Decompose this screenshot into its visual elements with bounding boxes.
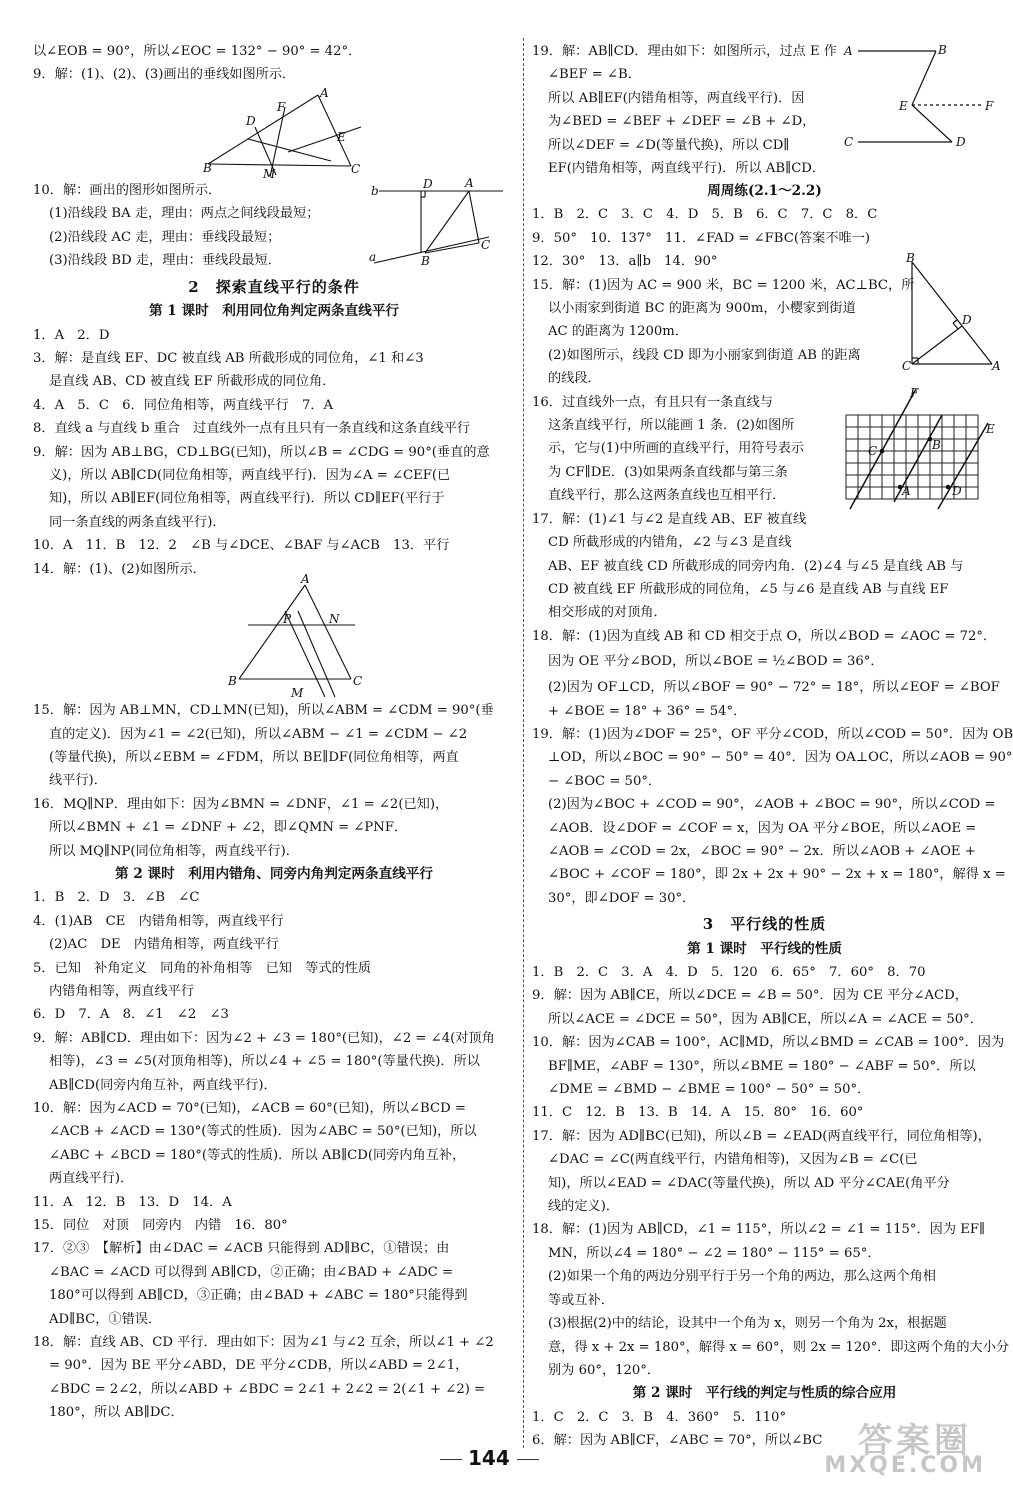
answer-line: 因为 OE 平分∠BOD，所以∠BOE = ½∠BOD = 36°． (548, 654, 884, 670)
svg-text:M: M (291, 686, 304, 701)
answer-line: 4．(1)AB CE 内错角相等，两直线平行 (33, 913, 284, 929)
answer-line: AD∥BC，①错误． (49, 1311, 162, 1327)
svg-text:A: A (844, 44, 853, 58)
answer-line: 17．②③ 【解析】由∠DAC = ∠ACB 只能得到 AD∥BC，①错误；由 (33, 1241, 450, 1257)
svg-text:B: B (421, 253, 430, 268)
svg-text:A: A (320, 85, 329, 100)
answer-line: 18．解：(1)因为直线 AB 和 CD 相交于点 O，所以∠BOD = ∠AOC = 72°． (532, 628, 997, 644)
figure-shortest-path (33, 175, 515, 273)
answer-line: 所以 AB∥EF(内错角相等，两直线平行)．因 (548, 90, 805, 106)
answer-line: MN，所以∠4 = 180° − ∠2 = 180° − 115° = 65°． (548, 1245, 881, 1261)
column-divider (523, 38, 524, 1448)
svg-text:D: D (962, 312, 972, 327)
right-column (532, 40, 1013, 1453)
answer-line: 19．解：AB∥CD．理由如下：如图所示，过点 E 作 (532, 44, 837, 59)
answer-line: 180°可以得到 AB∥CD，③正确；由∠BAD + ∠ABC = 180°只能得到 (49, 1288, 468, 1304)
answer-line: 示，它与(1)中所画的直线平行，用符号表示 (548, 441, 805, 457)
answer-line: 18．解：直线 AB、CD 平行．理由如下：因为∠1 与∠2 互余，所以∠1 + ∠2 (33, 1335, 494, 1351)
answer-line: 内错角相等，两直线平行 (49, 983, 195, 999)
svg-text:A: A (301, 572, 310, 587)
answer-line: 线平行)． (49, 773, 107, 789)
answer-line: 所以∠BMN + ∠1 = ∠DNF + ∠2，即∠QMN = ∠PNF． (49, 820, 408, 836)
answer-line: 8．直线 a 与直线 b 重合 过直线外一点有且只有一条直线和这条直线平行 (33, 421, 471, 437)
answer-line: 以小雨家到街道 BC 的距离为 900m，小樱家到街道 (548, 301, 856, 317)
answer-line: 10．解：因为∠CAB = 100°，AC∥MD，所以∠BMD = ∠CAB = 100°．因为 (532, 1035, 1005, 1051)
left-column (33, 40, 515, 1425)
answer-line: 6．解：因为 AB∥CF，∠ABC = 70°，所以∠BC (532, 1433, 823, 1449)
answer-line: BF∥ME，∠ABF = 130°，所以∠BME = 180° − ∠ABF = 50°．所以 (548, 1058, 976, 1074)
answer-line: ∠AOB．设∠DOF = ∠COF = x，因为 OA 平分∠BOE，所以∠AOE = (548, 820, 977, 836)
answer-line: (2)AC DE 内错角相等，两直线平行 (49, 937, 279, 953)
svg-text:A: A (992, 358, 1001, 373)
answer-line: 11．C 12．B 13．B 14．A 15．80° 16．60° (532, 1105, 864, 1121)
answer-line: 所以∠ACE = ∠DCE = 50°，因为 AB∥CE，所以∠A = ∠ACE = 50°． (548, 1011, 983, 1027)
answer-line: ⊥OD，所以∠BOC = 90° − 50° = 40°．因为 OA⊥OC，所以∠AOB = 90° (548, 750, 1013, 766)
answer-line: (2)沿线段 AC 走，理由：垂线段最短； (49, 229, 281, 245)
answer-line: 17．解：因为 AD∥BC(已知)，所以∠B = ∠EAD(两直线平行，同位角相等)， (532, 1128, 991, 1144)
svg-text:B: B (906, 250, 915, 265)
answer-line: 19．解：(1)因为∠DOF = 25°，OF 平分∠COD，所以∠COD = 50°．因为 OB (532, 726, 1013, 742)
answer-line: 11．A 12．B 13．D 14．A (33, 1194, 232, 1210)
answer-line: 以∠EOB = 90°，所以∠EOC = 132° − 90° = 42°． (33, 44, 362, 59)
answer-line: 线的定义)． (548, 1199, 620, 1215)
answer-line: (2)如图所示，线段 CD 即为小丽家到街道 AB 的距离 (548, 347, 861, 363)
answer-line: ∠ABC + ∠BCD = 180°(等式的性质)．所以 AB∥CD(同旁内角互补， (49, 1147, 466, 1163)
svg-text:F: F (277, 99, 286, 114)
answer-line: 相交形成的对顶角． (548, 605, 667, 621)
answer-line: 1．C 2．C 3．B 4．360° 5．110° (532, 1409, 787, 1425)
answer-line: 等或互补． (548, 1292, 614, 1308)
answer-line: 直的定义)．因为∠1 = ∠2(已知)，所以∠ABM − ∠1 = ∠CDM − ∠2 (49, 726, 468, 742)
answer-line: ∠DAC = ∠C(两直线平行，内错角相等)，又因为∠B = ∠C(已 (548, 1152, 918, 1168)
answer-line: (2)因为 OF⊥CD，所以∠BOF = 90° − 72° = 18°，所以∠EOF = ∠BOF (548, 680, 1000, 696)
svg-text:C: C (353, 674, 363, 689)
figure-triangle-parallels (33, 572, 515, 701)
answer-line: 3．解：是直线 EF、DC 被直线 AB 所截形成的同位角，∠1 和∠3 (33, 351, 424, 367)
answer-line: 9．解：因为 AB∥CE，所以∠DCE = ∠B = 50°．因为 CE 平分∠ACD， (532, 988, 968, 1004)
answer-16-block (532, 385, 997, 555)
answer-line: AB、EF 被直线 CD 所截形成的同旁内角．(2)∠4 与∠5 是直线 AB 与 (548, 558, 964, 574)
page-number: 144 (468, 1446, 510, 1470)
answer-line: 所以∠DEF = ∠D(等量代换)，所以 CD∥ (548, 137, 790, 153)
answer-19-block (532, 40, 997, 182)
weekly-heading: 周周练(2.1～2.2) (707, 183, 822, 199)
answer-line: + ∠BOE = 18° + 36° = 54°． (548, 703, 747, 719)
svg-text:F: F (910, 385, 919, 400)
answer-line: 是直线 AB、CD 被直线 EF 所截形成的同位角． (49, 374, 336, 390)
answer-line: ∠BOC + ∠COF = 180°，即 2x + 2x + 90° − 2x + x = 180°，解得 x = (548, 867, 1006, 883)
svg-text:F: F (985, 99, 994, 113)
answer-line: 1．B 2．C 3．A 4．D 5．120 6．65° 7．60° 8．70 (532, 965, 926, 980)
answer-line: AB∥CD(同旁内角互补，两直线平行)． (49, 1077, 277, 1093)
lesson-heading: 第 2 课时 利用内错角、同旁内角判定两条直线平行 (115, 865, 433, 882)
watermark-logo (770, 1413, 990, 1481)
answer-line: (3)沿线段 BD 走，理由：垂线段最短． (49, 253, 281, 269)
answer-line: 10．解：画出的图形如图所示． (33, 182, 222, 198)
answer-line: (2)如果一个角的两边分别平行于另一个角的两边，那么这两个角相 (548, 1269, 936, 1285)
svg-text:C: C (902, 358, 912, 373)
lesson-heading: 第 1 课时 平行线的性质 (687, 940, 842, 957)
answer-line: 30°，即∠DOF = 30°． (548, 890, 696, 906)
watermark-url: MXQE.COM (824, 1453, 986, 1478)
section-heading: 3 平行线的性质 (702, 915, 827, 934)
answer-line: 9．解：因为 AB⊥BG，CD⊥BG(已知)，所以∠B = ∠CDG = 90°(垂直的意 (33, 444, 490, 460)
answer-line: 义)，所以 AB∥CD(同位角相等，两直线平行)．因为∠A = ∠CEF(已 (49, 468, 451, 484)
answer-line: 所以 MQ∥NP(同位角相等，两直线平行)． (49, 843, 299, 859)
answer-line: 的线段． (548, 371, 601, 387)
svg-text:B: B (203, 160, 212, 175)
answer-line: 知)，所以 AB∥EF(同位角相等，两直线平行)．所以 CD∥EF(平行于 (49, 491, 445, 507)
svg-text:C: C (868, 443, 878, 458)
lesson-heading: 第 1 课时 利用同位角判定两条直线平行 (148, 303, 400, 320)
answer-line: 为∠BED = ∠BEF + ∠DEF = ∠B + ∠D， (548, 114, 816, 130)
answer-line: 9．解：(1)、(2)、(3)画出的垂线如图所示． (33, 67, 296, 83)
svg-text:P: P (283, 612, 292, 627)
svg-text:D: D (246, 113, 256, 128)
answer-line: ∠AOB = ∠COD = 2x，∠BOC = 90° − 2x．所以∠AOB + ∠AOE + (548, 843, 976, 859)
answer-line: CD 被直线 EF 所截形成的同位角，∠5 与∠6 是直线 AB 与直线 EF (548, 581, 949, 597)
answer-line: 16．MQ∥NP．理由如下：因为∠BMN = ∠DNF，∠1 = ∠2(已知)， (33, 796, 449, 812)
svg-text:C: C (351, 161, 361, 176)
answer-line: 为 CF∥DE．(3)如果两条直线都与第三条 (548, 464, 788, 480)
answer-line: (3)根据(2)中的结论，设其中一个角为 x，则另一个角为 2x，根据题 (548, 1316, 947, 1332)
answer-line: = 90°．因为 BE 平分∠ABD，DE 平分∠CDB，所以∠ABD = 2∠1， (49, 1358, 469, 1374)
svg-text:C: C (844, 135, 854, 149)
answer-line: 5．已知 补角定义 同角的补角相等 已知 等式的性质 (33, 960, 372, 976)
answer-line: ∠DME = ∠BMD − ∠BME = 100° − 50° = 50°． (548, 1082, 871, 1098)
svg-text:D: D (956, 135, 966, 149)
svg-text:E: E (986, 421, 995, 436)
answer-line: 18．解：(1)因为 AB∥CD，∠1 = 115°，所以∠2 = ∠1 = 115°．因为 EF∥ (532, 1222, 986, 1238)
answer-line: 9．50° 10．137° 11．∠FAD = ∠FBC(答案不唯一) (532, 230, 871, 246)
answer-line: 9．解：AB∥CD．理由如下：因为∠2 + ∠3 = 180°(已知)，∠2 = ∠4(对顶角 (33, 1030, 495, 1046)
lesson-heading: 第 2 课时 平行线的判定与性质的综合应用 (632, 1385, 897, 1402)
answer-line: (1)沿线段 BA 走，理由：两点之间线段最短； (49, 206, 320, 222)
svg-text:N: N (329, 612, 340, 627)
answer-line: 15．解：(1)因为 AC = 900 米，BC = 1200 米，AC⊥BC，所 (532, 277, 915, 293)
svg-text:M: M (263, 166, 276, 181)
svg-text:B: B (932, 437, 941, 452)
answer-line: 直线平行，那么这两条直线也互相平行． (548, 488, 786, 504)
answer-line: 14．解：(1)、(2)如图所示． (33, 561, 206, 577)
answer-line: 180°，所以 AB∥DC． (49, 1405, 184, 1421)
svg-text:B: B (938, 43, 947, 57)
svg-text:E: E (337, 129, 346, 144)
svg-text:E: E (899, 99, 908, 113)
answer-line: (2)因为∠BOC + ∠COD = 90°，∠AOB + ∠BOC = 90°，所以∠COD = (548, 797, 996, 813)
answer-line: EF(内错角相等，两直线平行)．所以 AB∥CD． (548, 161, 826, 177)
svg-text:D: D (952, 483, 962, 498)
answer-line: − ∠BOC = 50°． (548, 773, 662, 789)
answer-line: 16．过直线外一点，有且只有一条直线与 (532, 394, 773, 410)
answer-line: 1．A 2．D (33, 327, 110, 343)
page-number-rule-right (517, 1459, 539, 1460)
answer-line: 12．30° 13．a∥b 14．90° (532, 254, 718, 270)
answer-line: 两直线平行)． (49, 1171, 134, 1187)
answer-line: 1．B 2．D 3．∠B ∠C (33, 890, 200, 906)
answer-line: ∠ACB + ∠ACD = 130°(等式的性质)．因为∠ABC = 50°(已知)，所以 (49, 1124, 477, 1140)
svg-text:A: A (902, 483, 911, 498)
answer-line: 同一条直线的两条直线平行)． (49, 514, 226, 530)
svg-text:D: D (423, 176, 433, 191)
answer-line: 17．解：(1)∠1 与∠2 是直线 AB、EF 被直线 (532, 511, 807, 527)
svg-text:b: b (371, 183, 379, 198)
answer-line: 知)，所以∠EAD = ∠DAC(等量代换)，所以 AD 平分∠CAE(角平分 (548, 1175, 950, 1191)
svg-text:C: C (481, 237, 491, 252)
answer-line: (等量代换)，所以∠EBM = ∠FDM，所以 BE∥DF(同位角相等，两直 (49, 749, 459, 765)
answer-line: 6．D 7．A 8．∠1 ∠2 ∠3 (33, 1007, 229, 1023)
svg-text:A: A (465, 175, 474, 190)
svg-text:B: B (228, 674, 237, 689)
answer-line: AC 的距离为 1200m． (548, 324, 689, 340)
page-number-rule-left (440, 1459, 462, 1460)
answer-line: 这条直线平行，所以能画 1 条．(2)如图所 (548, 418, 795, 434)
section-heading: 2 探索直线平行的条件 (188, 277, 360, 296)
answer-line: ∠BDC = 2∠2，所以∠ABD + ∠BDC = 2∠1 + 2∠2 = 2(∠1 + ∠2) = (49, 1381, 486, 1397)
svg-text:a: a (369, 249, 377, 264)
answer-line: CD 所截形成的内错角，∠2 与∠3 是直线 (548, 535, 792, 551)
figure-perpendiculars (33, 87, 515, 179)
answer-line: 4．A 5．C 6．同位角相等，两直线平行 7．A (33, 397, 334, 413)
answer-line: 10．解：因为∠ACD = 70°(已知)，∠ACB = 60°(已知)，所以∠BCD = (33, 1101, 466, 1116)
answer-line: 15．同位 对顶 同旁内 内错 16．80° (33, 1218, 288, 1234)
answer-line: 意，得 x + 2x = 180°，解得 x = 60°，则 2x = 120°．即这两个角的大小分 (548, 1339, 1010, 1355)
answer-line: 别为 60°，120°． (548, 1362, 661, 1378)
answer-line: 15．解：因为 AB⊥MN，CD⊥MN(已知)，所以∠ABM = ∠CDM = 90°(垂 (33, 703, 494, 719)
answer-line: 相等)，∠3 = ∠5(对顶角相等)，所以∠4 + ∠5 = 180°(等量代换)．所以 (49, 1054, 480, 1070)
answer-line: 1．B 2．C 3．C 4．D 5．B 6．C 7．C 8．C (532, 207, 878, 223)
answer-line: 10．A 11．B 12．2 ∠B 与∠DCE、∠BAF 与∠ACB 13．平行 (33, 538, 450, 554)
answer-line: ∠BEF = ∠B． (548, 67, 641, 83)
answer-line: ∠BAC = ∠ACD 可以得到 AB∥CD，②正确；由∠BAD + ∠ADC = (49, 1264, 454, 1280)
watermark-text: 答案圈 (858, 1421, 972, 1461)
